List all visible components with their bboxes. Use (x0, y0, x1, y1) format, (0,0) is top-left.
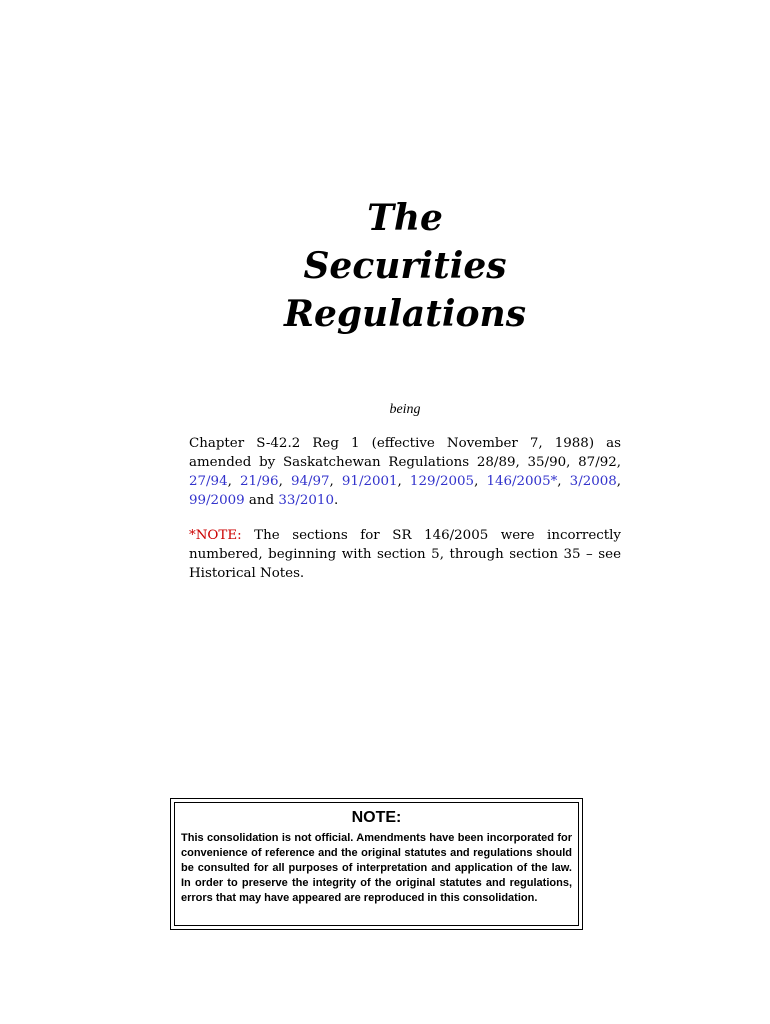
amendment-link[interactable]: 94/97 (290, 474, 330, 489)
amendments-intro: Chapter S-42.2 Reg 1 (effective November 7, 1988) as amended by Saskatchewan Regulations 28/89, 35/90, 87/92, (189, 436, 621, 470)
title-line-3: Regulations (284, 293, 526, 335)
being-label: being (389, 402, 421, 417)
note-heading: NOTE: (351, 809, 402, 826)
consolidation-note-box (170, 798, 583, 930)
amendment-link[interactable]: 91/2001 (341, 474, 398, 489)
sections-note-paragraph (189, 526, 621, 583)
amendment-link[interactable]: 129/2005 (409, 474, 475, 489)
consolidation-note-inner (174, 802, 579, 926)
amendment-link[interactable]: 99/2009 (189, 493, 245, 508)
note-star-label[interactable]: *NOTE: (189, 528, 242, 543)
amendment-link[interactable]: 3/2008 (569, 474, 617, 489)
document-title (0, 194, 770, 338)
amendment-link[interactable]: 146/2005* (486, 474, 558, 489)
amendments-paragraph: Chapter S-42.2 Reg 1 (effective November 7, 1988) as amended by Saskatchewan Regulations 28/89, 35/90, 87/92, 27/94, 21/96, 94/97, 91/2001, 129/2005, 146/2005*, 3/2008, 99/2009 and 33/2010. (189, 436, 622, 508)
amendment-link[interactable]: 21/96 (239, 474, 279, 489)
note-body: This consolidation is not official. Amendments have been incorporated for convenience of reference and the original statutes and regulations should be consulted for all purposes of interpretation and application of the law. In order to preserve the integrity of the original statutes and regulations, errors that may have appeared are reproduced in this consolidation. (181, 832, 572, 904)
amendment-link[interactable]: 33/2010 (278, 493, 334, 508)
title-line-1: The (367, 197, 443, 239)
title-line-2: Securities (303, 245, 507, 287)
note-star-text: The sections for SR 146/2005 were incorrectly numbered, beginning with section 5, through section 35 – see Historical Notes. (189, 528, 621, 581)
amendment-link[interactable]: 27/94 (189, 474, 228, 489)
